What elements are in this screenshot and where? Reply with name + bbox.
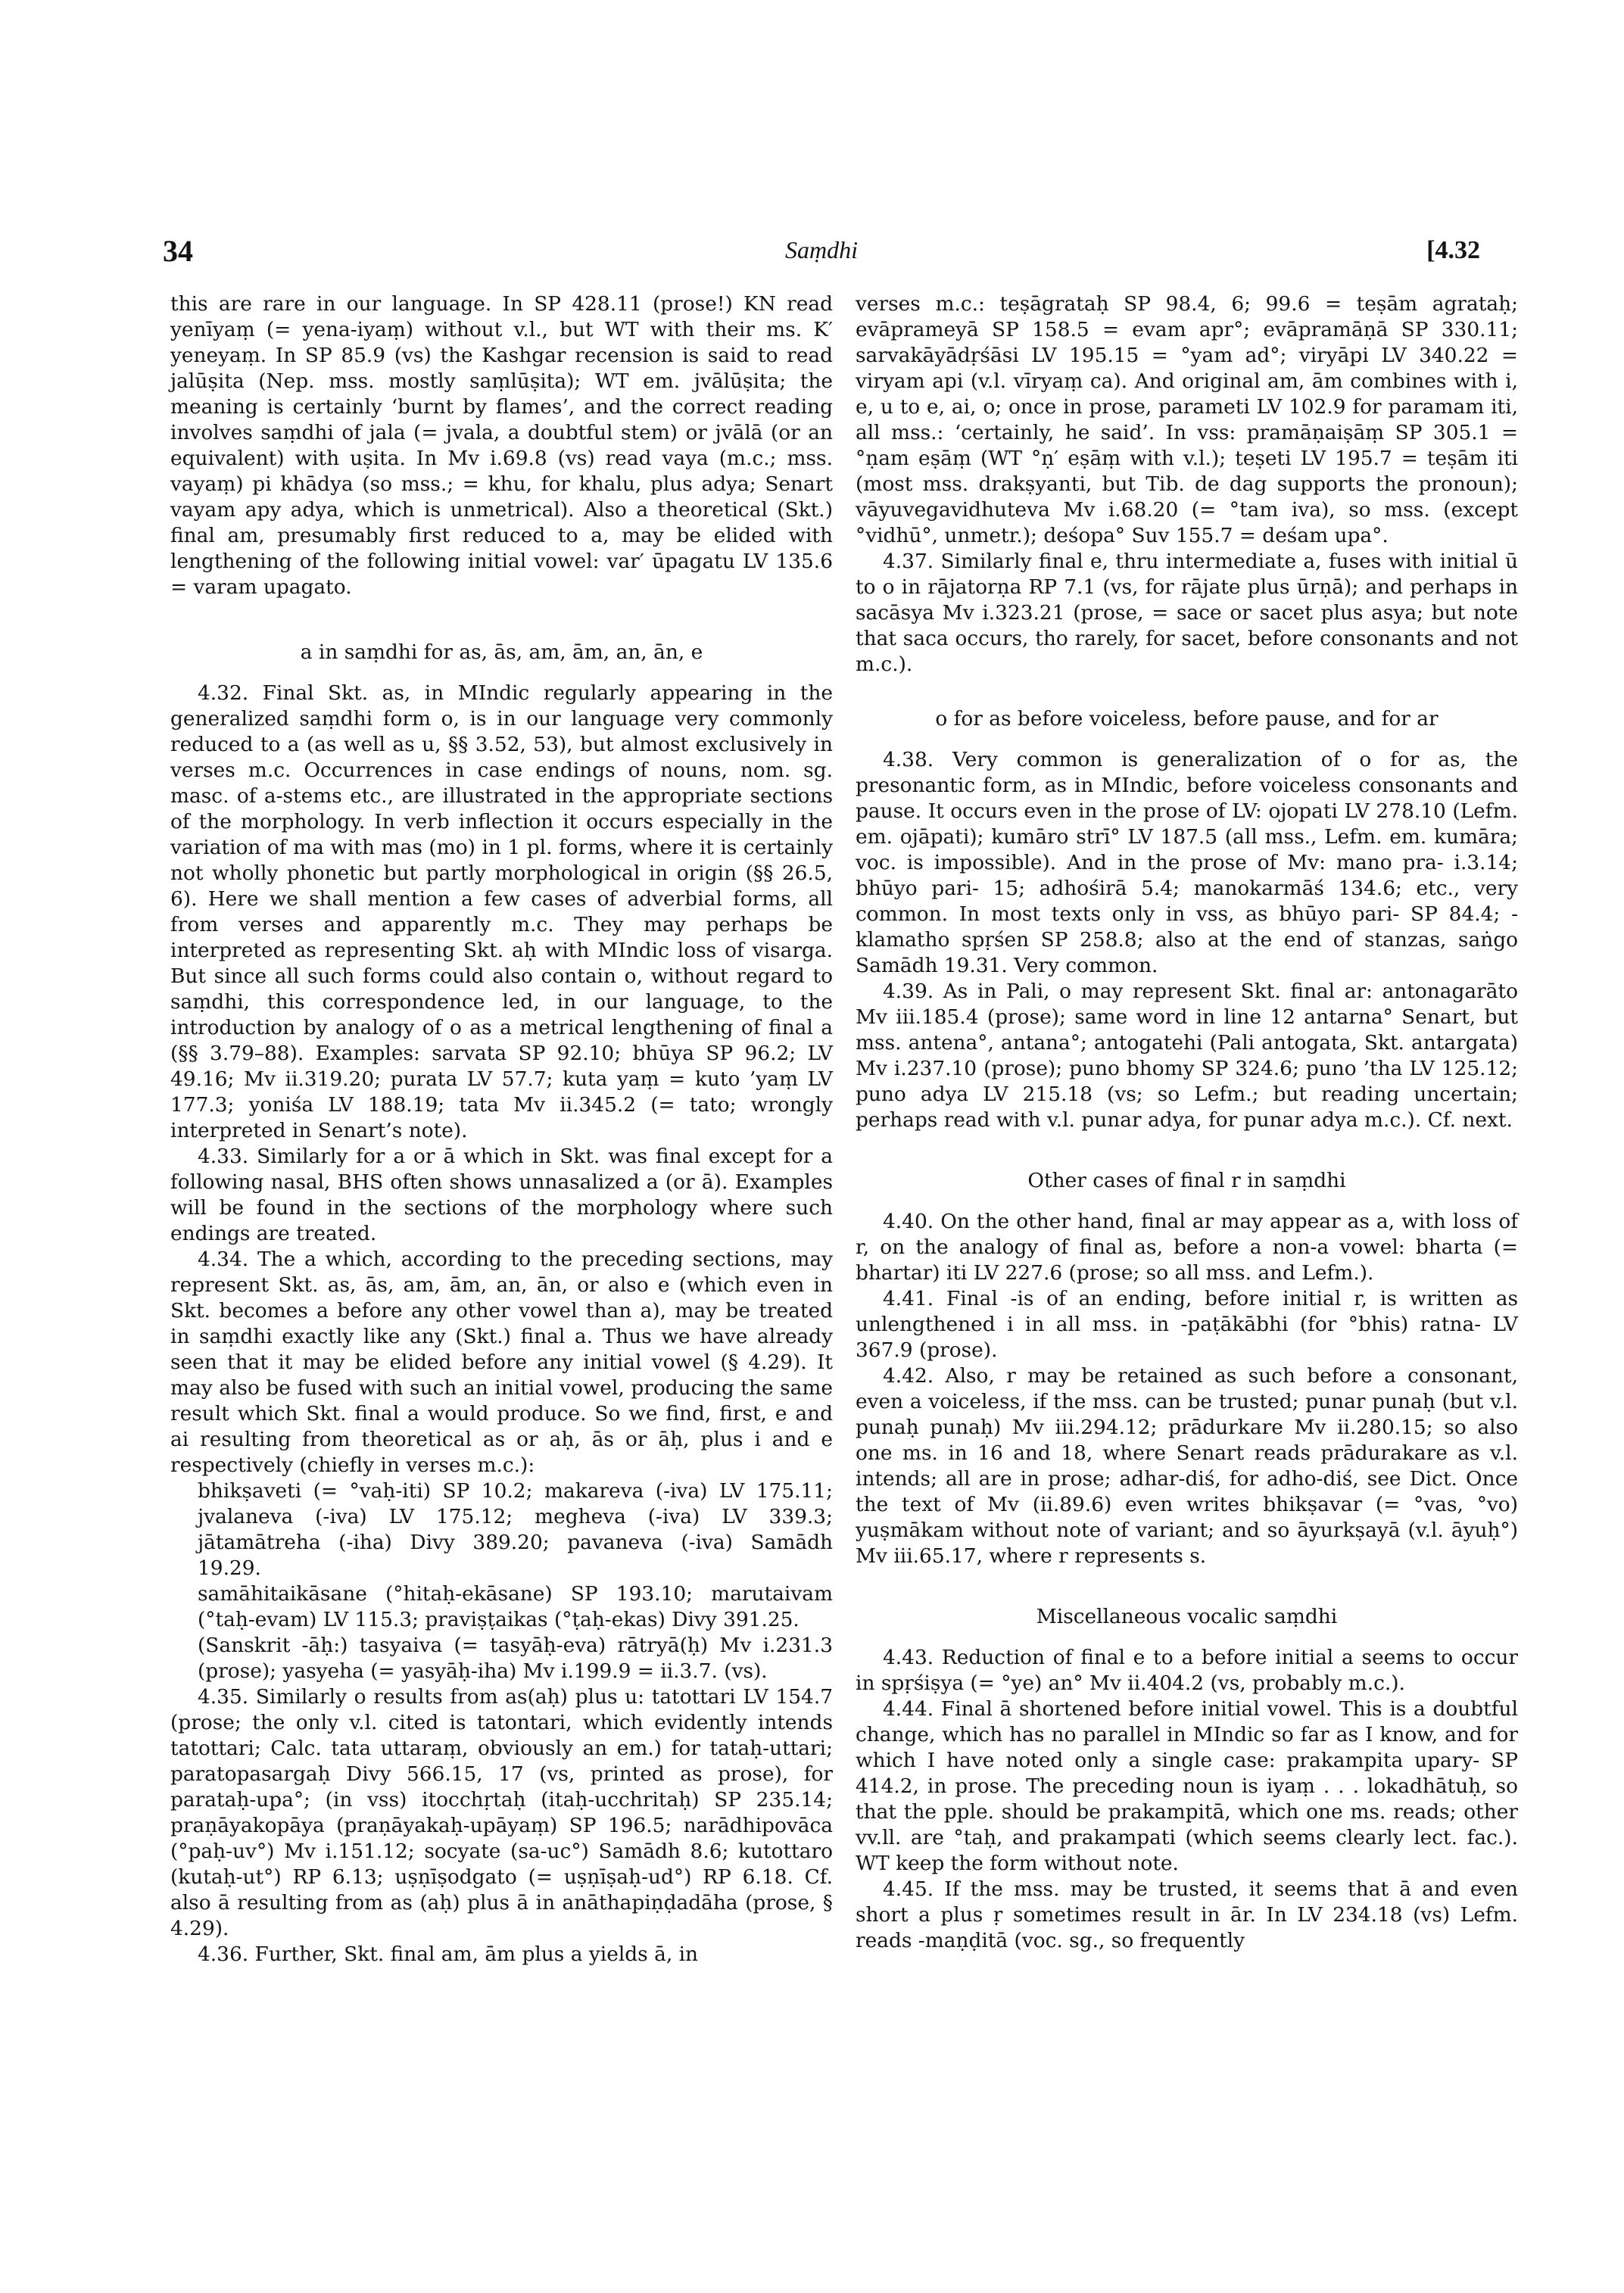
right-column — [856, 291, 1518, 1954]
paragraph-4-45: 4.45. If the mss. may be trusted, it seems that ā and even short a plus ṛ sometimes result in ār. In LV 234.18 (vs) Lefm. reads -maṇḍitā (voc. sg., so frequently — [856, 1877, 1518, 1952]
example-list-3: (Sanskrit -āḥ:) tasyaiva (= tasyāḥ-eva) rātryā(ḥ) Mv i.231.3 (prose); yasyeha (= yasyāḥ-iha) Mv i.199.9 = ii.3.7. (vs). — [198, 1634, 833, 1683]
page-number: 34 — [163, 234, 193, 268]
paragraph-4-34: 4.34. The a which, according to the preceding sections, may represent Skt. as, ās, am, ām, an, ān, or also e (which even in Skt. becomes a before any other vowel than a), may be treated in saṃdhi exactly like any (Skt.) final a. Thus we have already seen that it may be elided before any initial vowel (§ 4.29). It may also be fused with such an initial vowel, producing the same result which Skt. final a would produce. So we find, first, e and ai resulting from theoretical as or aḥ, ās or āḥ, plus i and e respectively (chiefly in verses m.c.): — [170, 1248, 833, 1477]
paragraph-continued: this are rare in our language. In SP 428.11 (prose!) KN read yenīyaṃ (= yena-iyaṃ) without v.l., but WT with their ms. K′ yeneyaṃ. In SP 85.9 (vs) the Kashgar recension is said to read jalūṣita (Nep. mss. mostly saṃlūṣita); WT em. jvālūṣita; the meaning is certainly ‘burnt by flames’, and the correct reading involves saṃdhi of jala (= jvala, a doubtful stem) or jvālā (or an equivalent) with uṣita. In Mv i.69.8 (vs) read vaya (m.c.; mss. vayaṃ) pi khādya (so mss.; = khu, for khalu, plus adya; Senart vayam apy adya, which is unmetrical). Also a theoretical (Skt.) final am, presumably first reduced to a, may be elided with lengthening of the following initial vowel: var′ ūpagatu LV 135.6 = varam upagato. — [170, 292, 833, 599]
running-head — [163, 233, 1480, 271]
section-heading: o for as before voiceless, before pause, and for ar — [935, 707, 1439, 731]
example-list-2: samāhitaikāsane (°hitaḥ-ekāsane) SP 193.10; marutaivam (°taḥ-evam) LV 115.3; praviṣṭaikas (°ṭaḥ-ekas) Divy 391.25. — [198, 1582, 833, 1631]
paragraph-4-40: 4.40. On the other hand, final ar may appear as a, with loss of r, on the analogy of final as, before a non-a vowel: bharta (= bhartar) iti LV 227.6 (prose; so all mss. and Lefm.). — [856, 1210, 1518, 1285]
paragraph-4-42: 4.42. Also, r may be retained as such before a consonant, even a voiceless, if the mss. can be trusted; punar punaḥ (but v.l. punaḥ punaḥ) Mv iii.294.12; prādurkare Mv ii.280.15; so also one ms. in 16 and 18, where Senart reads prādurakare as v.l. intends; all are in prose; adhar-diś, for adho-diś, see Dict. Once the text of Mv (ii.89.6) even writes bhikṣavar (= °vas, °vo) yuṣmākam without note of variant; and so āyurkṣayā (v.l. āyuḥ°) Mv iii.65.17, where r represents s. — [856, 1364, 1518, 1568]
section-heading: Miscellaneous vocalic saṃdhi — [1036, 1605, 1338, 1628]
paragraph-4-37: 4.37. Similarly final e, thru intermediate a, fuses with initial ū to o in rājatorṇa RP 7.1 (vs, for rājate plus ūrṇā); and perhaps in sacāsya Mv i.323.21 (prose, = sace or sacet plus asya; but note that saca occurs, tho rarely, for sacet, before consonants and not m.c.). — [856, 550, 1518, 676]
paragraph-continued: verses m.c.: teṣāgrataḥ SP 98.4, 6; 99.6 = teṣām agrataḥ; evāprameyā SP 158.5 = evam apr°; evāpramāṇā SP 330.11; sarvakāyādṛśāsi LV 195.15 = °yam ad°; viryāpi LV 340.22 = viryam api (v.l. vīryaṃ ca). And original am, ām combines with i, e, u to e, ai, o; once in prose, parameti LV 102.9 for paramam iti, all mss.: ‘certainly, he said’. In vss: pramāṇaiṣāṃ SP 305.1 = °ṇam eṣāṃ (WT °ṇ′ eṣāṃ with v.l.); teṣeti LV 195.7 = teṣām iti (most mss. drakṣyanti, but Tib. de dag supports the pronoun); vāyuvegavidhuteva Mv i.68.20 (= °tam iva), so mss. (except °vidhū°, unmetr.); deśopa° Suv 155.7 = deśam upa°. — [856, 292, 1518, 547]
paragraph-4-35: 4.35. Similarly o results from as(aḥ) plus u: tatottari LV 154.7 (prose; the only v.l. cited is tatontari, which evidently intends tatottari; Calc. tata uttaraṃ, obviously an em.) for tataḥ-uttari; paratopasargaḥ Divy 566.15, 17 (vs, printed as prose), for parataḥ-upa°; (in vss) itocchṛtaḥ (itaḥ-ucchritaḥ) SP 235.14; praṇāyakopāya (praṇāyakaḥ-upāyaṃ) SP 196.5; narādhipovāca (°paḥ-uv°) Mv i.151.12; socyate (sa-uc°) Samādh 8.6; kutottaro (kutaḥ-ut°) RP 6.13; uṣṇīṣodgato (= uṣṇīṣaḥ-ud°) RP 6.18. Cf. also ā resulting from as (aḥ) plus ā in anāthapiṇḍadāha (prose, § 4.29). — [170, 1685, 833, 1940]
paragraph-4-38: 4.38. Very common is generalization of o for as, the presonantic form, as in MIndic, before voiceless consonants and pause. It occurs even in the prose of LV: ojopati LV 278.10 (Lefm. em. ojāpati); kumāro strī° LV 187.5 (all mss., Lefm. em. kumāra; voc. is impossible). And in the prose of Mv: mano pra- i.3.14; bhūyo pari- 15; adhośirā 5.4; manokarmāś 134.6; etc., very common. In most texts only in vss, as bhūyo pari- SP 84.4; -klamatho spṛśen SP 258.8; also at the end of stanzas, saṅgo Samādh 19.31. Very common. — [856, 748, 1518, 977]
section-heading: a in saṃdhi for as, ās, am, ām, an, ān, e — [300, 640, 703, 664]
paragraph-4-32: 4.32. Final Skt. as, in MIndic regularly appearing in the generalized saṃdhi form o, is in our language very commonly reduced to a (as well as u, §§ 3.52, 53), but almost exclusively in verses m.c. Occurrences in case endings of nouns, nom. sg. masc. of a-stems etc., are illustrated in the appropriate sections of the morphology. In verb inflection it occurs especially in the variation of ma with mas (mo) in 1 pl. forms, where it is certainly not wholly phonetic but partly morphological in origin (§§ 26.5, 6). Here we shall mention a few cases of adverbial forms, all from verses and apparently m.c. They may perhaps be interpreted as representing Skt. aḥ with MIndic loss of visarga. But since all such forms could also contain o, without regard to saṃdhi, this correspondence led, in our language, to the introduction by analogy of o as a metrical lengthening of final a (§§ 3.79–88). Examples: sarvata SP 92.10; bhūya SP 96.2; LV 49.16; Mv ii.319.20; purata LV 57.7; kuta yaṃ = kuto ’yaṃ LV 177.3; yoniśa LV 188.19; tata Mv ii.345.2 (= tato; wrongly interpreted in Senart’s note). — [170, 681, 833, 1142]
paragraph-4-33: 4.33. Similarly for a or ā which in Skt. was final except for a following nasal, BHS often shows unnasalized a (or ā). Examples will be found in the sections of the morphology where such endings are treated. — [170, 1145, 833, 1245]
section-reference: [4.32 — [1426, 236, 1480, 264]
running-title: Saṃdhi — [785, 236, 858, 263]
paragraph-4-43: 4.43. Reduction of final e to a before initial a seems to occur in spṛśiṣya (= °ye) an° Mv ii.404.2 (vs, probably m.c.). — [856, 1646, 1518, 1695]
paragraph-4-36: 4.36. Further, Skt. final am, ām plus a yields ā, in — [198, 1943, 699, 1966]
paragraph-4-44: 4.44. Final ā shortened before initial vowel. This is a doubtful change, which has no parallel in MIndic so far as I know, and for which I have noted only a single case: prakampita upary- SP 414.2, in prose. The preceding noun is iyaṃ . . . lokadhātuḥ, so that the pple. should be prakampitā, which one ms. reads; other vv.ll. are °taḥ, and prakampati (which seems clearly lect. fac.). WT keep the form without note. — [856, 1697, 1518, 1875]
left-column — [170, 291, 833, 1967]
paragraph-4-41: 4.41. Final -is of an ending, before initial r, is written as unlengthened i in all mss. in -paṭākābhi (for °bhis) ratna- LV 367.9 (prose). — [856, 1287, 1518, 1362]
section-heading: Other cases of final r in saṃdhi — [1027, 1169, 1346, 1192]
paragraph-4-39: 4.39. As in Pali, o may represent Skt. final ar: antonagarāto Mv iii.185.4 (prose); same word in line 12 antarna° Senart, but mss. antena°, antana°; antogatehi (Pali antogata, Skt. antargata) Mv i.237.10 (prose); puno bhomy SP 324.6; puno ’tha LV 125.12; puno adya LV 215.18 (vs; so Lefm.; but reading uncertain; perhaps read with v.l. punar adya, for punar adya m.c.). Cf. next. — [856, 980, 1518, 1132]
example-list-1: bhikṣaveti (= °vaḥ-iti) SP 10.2; makareva (-iva) LV 175.11; jvalaneva (-iva) LV 175.12; megheva (-iva) LV 339.3; jātamātreha (-iha) Divy 389.20; pavaneva (-iva) Samādh 19.29. — [198, 1479, 833, 1580]
